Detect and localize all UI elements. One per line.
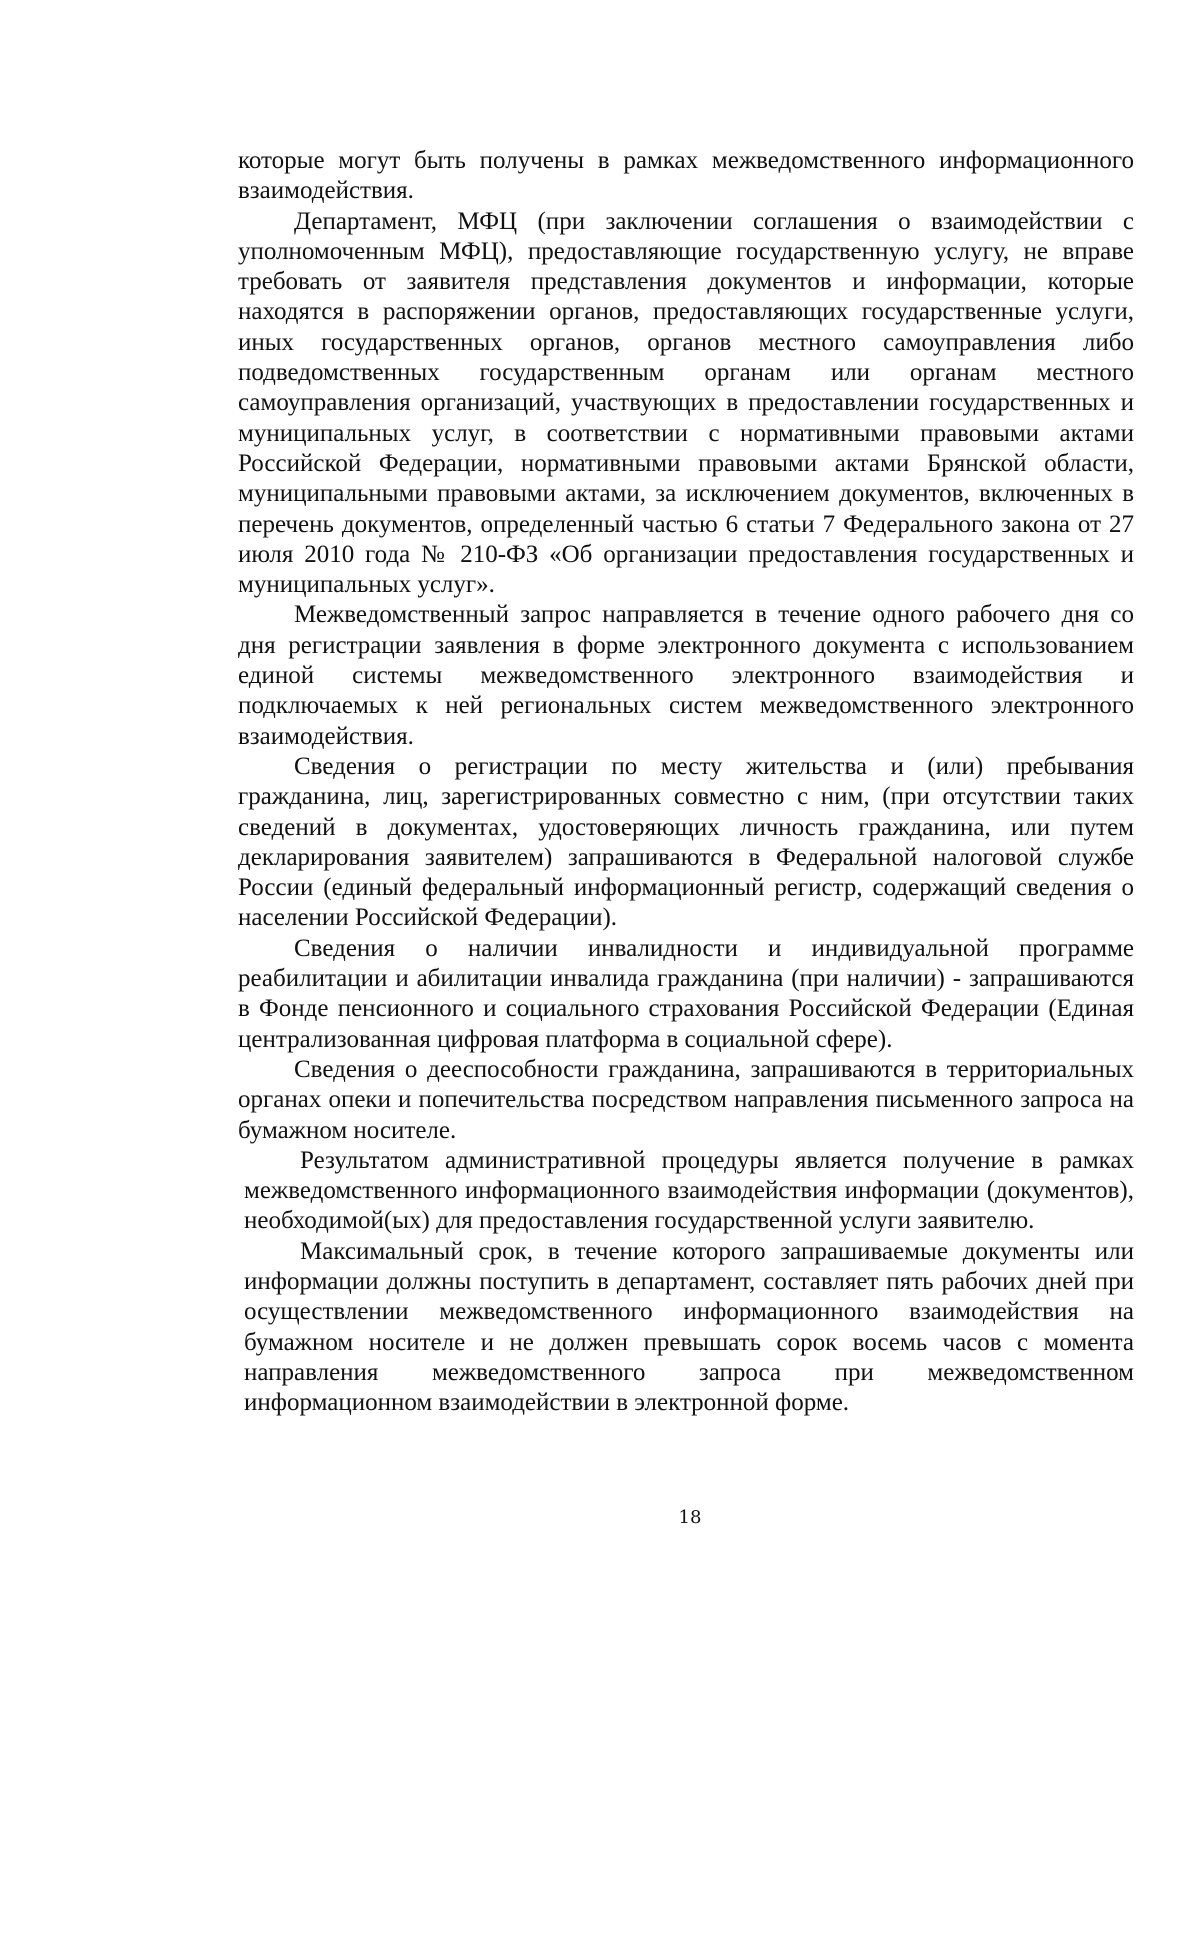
- paragraph-max-term: Максимальный срок, в течение которого запрашиваемые документы или информации должны поступить в департамент, составляет пять рабочих дней при осуществлении межведомственного информационного взаимодействия на бумажном носителе и не должен превышать сорок восемь часов с момента направления межведомственного запроса при межведомственном информационном взаимодействии в электронной форме.: [244, 1237, 1134, 1417]
- paragraph-procedure-result: Результатом административной процедуры является получение в рамках межведомственного информационного взаимодействия информации (документов), необходимой(ых) для предоставления государственной услуги заявителю.: [244, 1146, 1134, 1235]
- paragraph-capacity-info: Сведения о дееспособности гражданина, запрашиваются в территориальных органах опеки и попечительства посредством направления письменного запроса на бумажном носителе.: [238, 1055, 1134, 1144]
- paragraph-disability-info: Сведения о наличии инвалидности и индивидуальной программе реабилитации и абилитации инвалида гражданина (при наличии) - запрашиваются в Фонде пенсионного и социального страхования Российской Федерации (Единая централизованная цифровая платформа в социальной сфере).: [238, 934, 1134, 1053]
- paragraph-registration-info: Сведения о регистрации по месту жительства и (или) пребывания гражданина, лиц, зарегистрированных совместно с ним, (при отсутствии таких сведений в документах, удостоверяющих личность гражданина, или путем декларирования заявителем) запрашиваются в Федеральной налоговой службе России (единый федеральный информационный регистр, содержащий сведения о населении Российской Федерации).: [238, 752, 1134, 932]
- paragraph-continuation: которые могут быть получены в рамках межведомственного информационного взаимодействия.: [238, 147, 1134, 205]
- document-body: [238, 146, 1134, 1418]
- paragraph-department-restrictions: Департамент, МФЦ (при заключении соглашения о взаимодействии с уполномоченным МФЦ), предоставляющие государственную услугу, не вправе требовать от заявителя представления документов и информации, которые находятся в распоряжении органов, предоставляющих государственные услуги, иных государственных органов, органов местного самоуправления либо подведомственных государственным органам или органам местного самоуправления организаций, участвующих в предоставлении государственных и муниципальных услуг, в соответствии с нормативными правовыми актами Российской Федерации, нормативными правовыми актами Брянской области, муниципальными правовыми актами, за исключением документов, включенных в перечень документов, определенный частью 6 статьи 7 Федерального закона от 27 июля 2010 года № 210-ФЗ «Об организации предоставления государственных и муниципальных услуг».: [238, 207, 1134, 599]
- paragraph-interagency-request: Межведомственный запрос направляется в течение одного рабочего дня со дня регистрации заявления в форме электронного документа с использованием единой системы межведомственного электронного взаимодействия и подключаемых к ней региональных систем межведомственного электронного взаимодействия.: [238, 601, 1134, 750]
- page-number: 18: [678, 1507, 702, 1528]
